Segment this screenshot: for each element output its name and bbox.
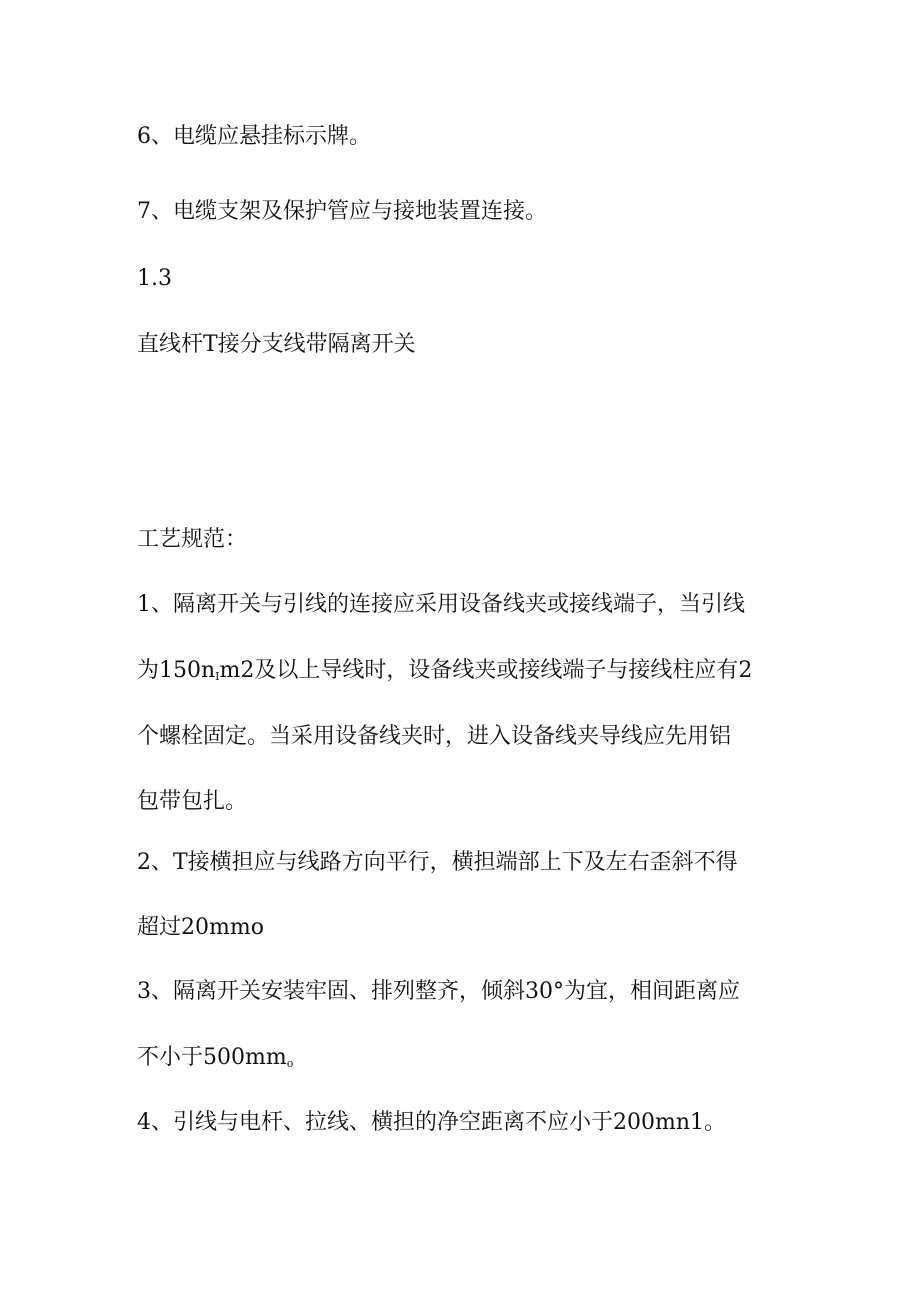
text-span: m2及以上导线时，设备线夹或接线端子与接线柱应有2 [219,658,753,683]
text-line: 7、电缆支架及保护管应与接地装置连接。 [137,199,547,224]
text-span: 不小于500mm [137,1045,287,1070]
text-line: 工艺规范： [137,527,248,552]
subscript: I [215,670,220,683]
text-line [137,656,752,692]
text-line: 3、隔离开关安装牢固、排列整齐，倾斜30°为宜，相间距离应 [137,979,740,1004]
text-line: 4、引线与电杆、拉线、横担的净空距离不应小于200mn1。 [137,1110,727,1135]
text-line: 超过20mmo [137,915,264,940]
text-line [137,1043,293,1079]
text-line: 个螺栓固定。当采用设备线夹时，进入设备线夹导线应先用铝 [137,724,732,749]
text-line: 1、隔离开关与引线的连接应采用设备线夹或接线端子，当引线 [137,592,745,617]
text-line: 6、电缆应悬挂标示牌。 [137,124,371,149]
section-number: 1.3 [137,266,172,291]
subscript: o [286,1057,294,1070]
text-line: 2、T接横担应与线路方向平行，横担端部上下及左右歪斜不得 [137,850,738,875]
text-span: 为150n [137,658,216,683]
section-title: 直线杆T接分支线带隔离开关 [137,332,416,357]
text-line: 包带包扎。 [137,789,248,814]
